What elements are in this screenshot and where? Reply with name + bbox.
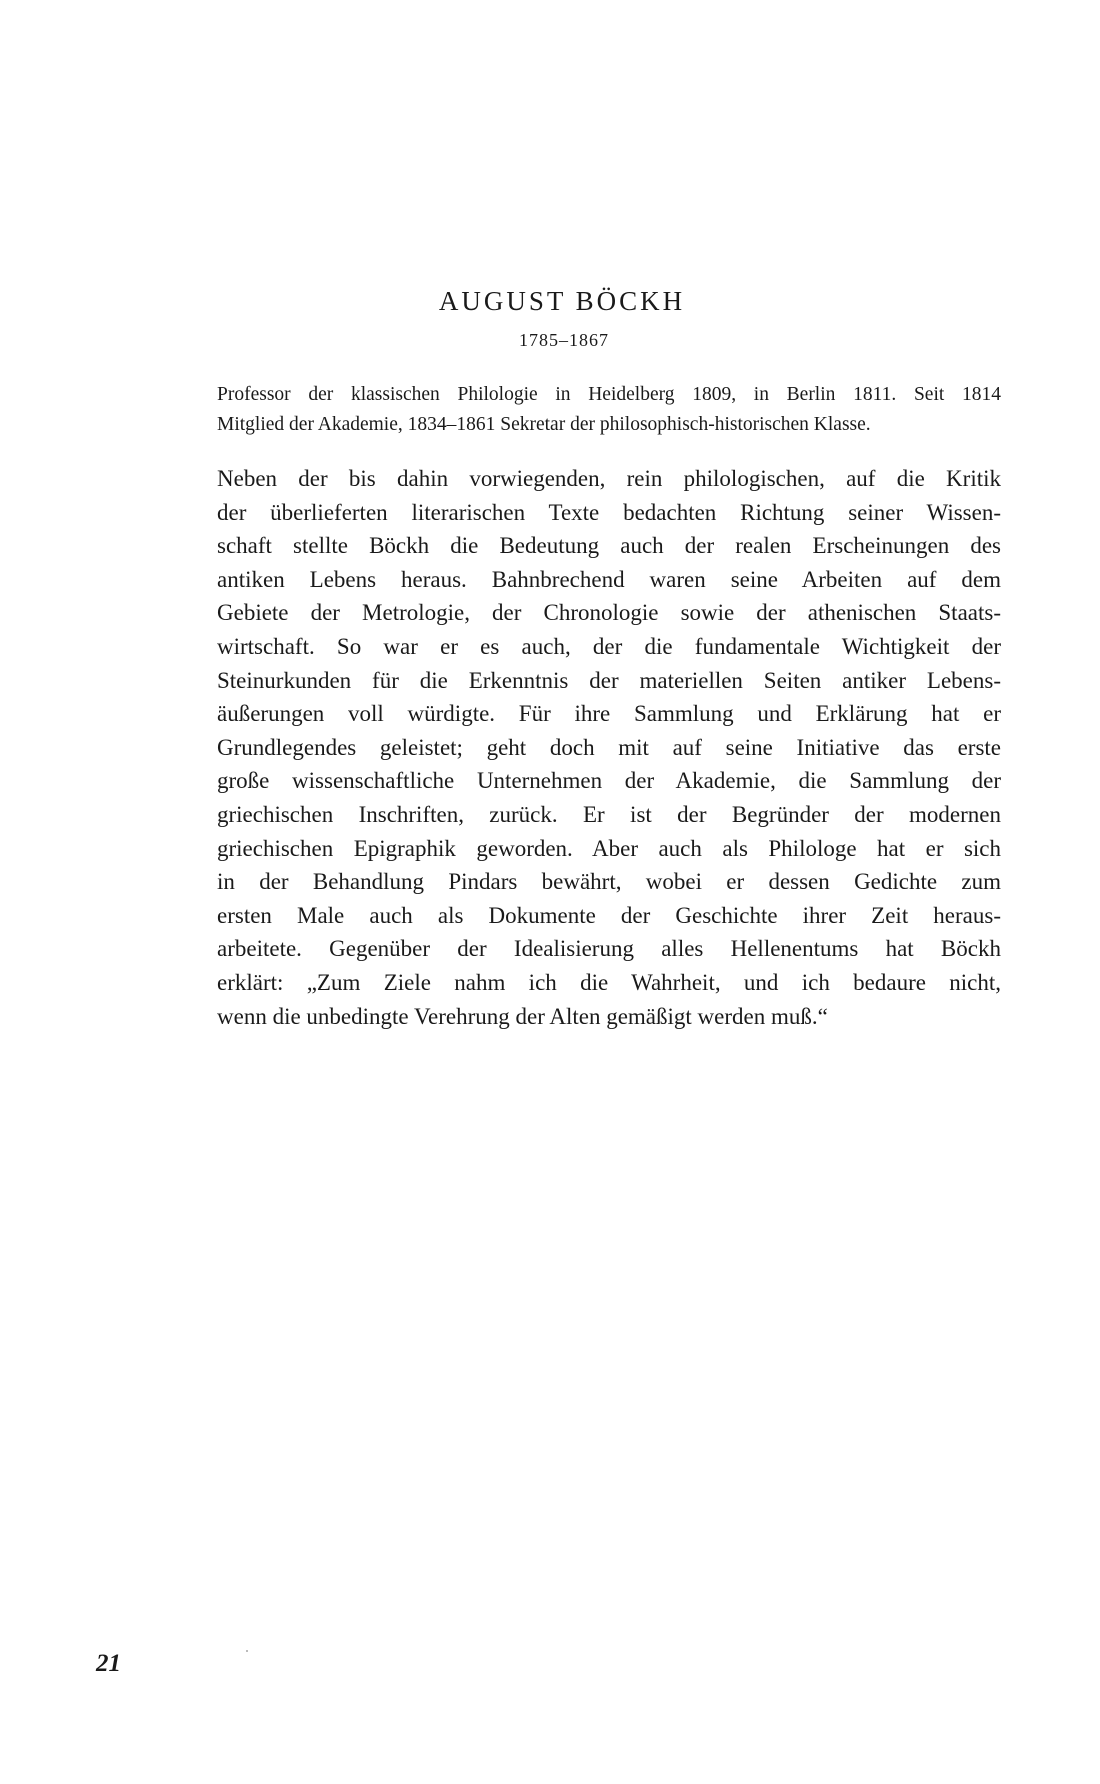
body-line: Steinurkunden für die Erkenntnis der materiellen Seiten antiker Lebens- xyxy=(217,667,1001,693)
body-line: arbeitete. Gegenüber der Idealisierung alles Hellenentums hat Böckh xyxy=(217,936,1001,962)
body-line: in der Behandlung Pindars bewährt, wobei er dessen Gedichte zum xyxy=(217,869,1001,895)
body-line: ersten Male auch als Dokumente der Geschichte ihrer Zeit heraus- xyxy=(217,902,1001,928)
biographical-note xyxy=(217,380,1001,440)
intro-line: Professor der klassischen Philologie in Heidelberg 1809, in Berlin 1811. Seit 1814 xyxy=(217,384,1001,405)
body-line: griechischen Inschriften, zurück. Er ist der Begründer der modernen xyxy=(217,801,1001,827)
body-line: wirtschaft. So war er es auch, der die fundamentale Wichtigkeit der xyxy=(217,633,1001,659)
body-text xyxy=(217,462,1001,1033)
body-line: Grundlegendes geleistet; geht doch mit auf seine Initiative das erste xyxy=(217,734,1001,760)
body-line: Gebiete der Metrologie, der Chronologie sowie der athenischen Staats- xyxy=(217,600,1001,626)
body-line: wenn die unbedingte Verehrung der Alten gemäßigt werden muß.“ xyxy=(217,1003,828,1029)
page-number: 21 xyxy=(96,1650,121,1677)
body-line: erklärt: „Zum Ziele nahm ich die Wahrheit, und ich bedaure nicht, xyxy=(217,969,1001,995)
intro-line: Mitglied der Akademie, 1834–1861 Sekretar der philosophisch-historischen Klasse. xyxy=(217,414,871,435)
body-line: griechischen Epigraphik geworden. Aber auch als Philologe hat er sich xyxy=(217,835,1001,861)
body-line: schaft stellte Böckh die Bedeutung auch der realen Erscheinungen des xyxy=(217,533,1001,559)
print-speck xyxy=(246,1650,248,1652)
body-line: Neben der bis dahin vorwiegenden, rein philologischen, auf die Kritik xyxy=(217,466,1001,491)
body-line: große wissenschaftliche Unternehmen der Akademie, die Sammlung der xyxy=(217,768,1001,794)
body-line: äußerungen voll würdigte. Für ihre Sammlung und Erklärung hat er xyxy=(217,701,1001,727)
body-line: der überlieferten literarischen Texte bedachten Richtung seiner Wissen- xyxy=(217,499,1001,525)
page-title: AUGUST BÖCKH xyxy=(438,286,686,316)
life-dates: 1785–1867 xyxy=(519,330,609,350)
body-line: antiken Lebens heraus. Bahnbrechend waren seine Arbeiten auf dem xyxy=(217,566,1001,592)
